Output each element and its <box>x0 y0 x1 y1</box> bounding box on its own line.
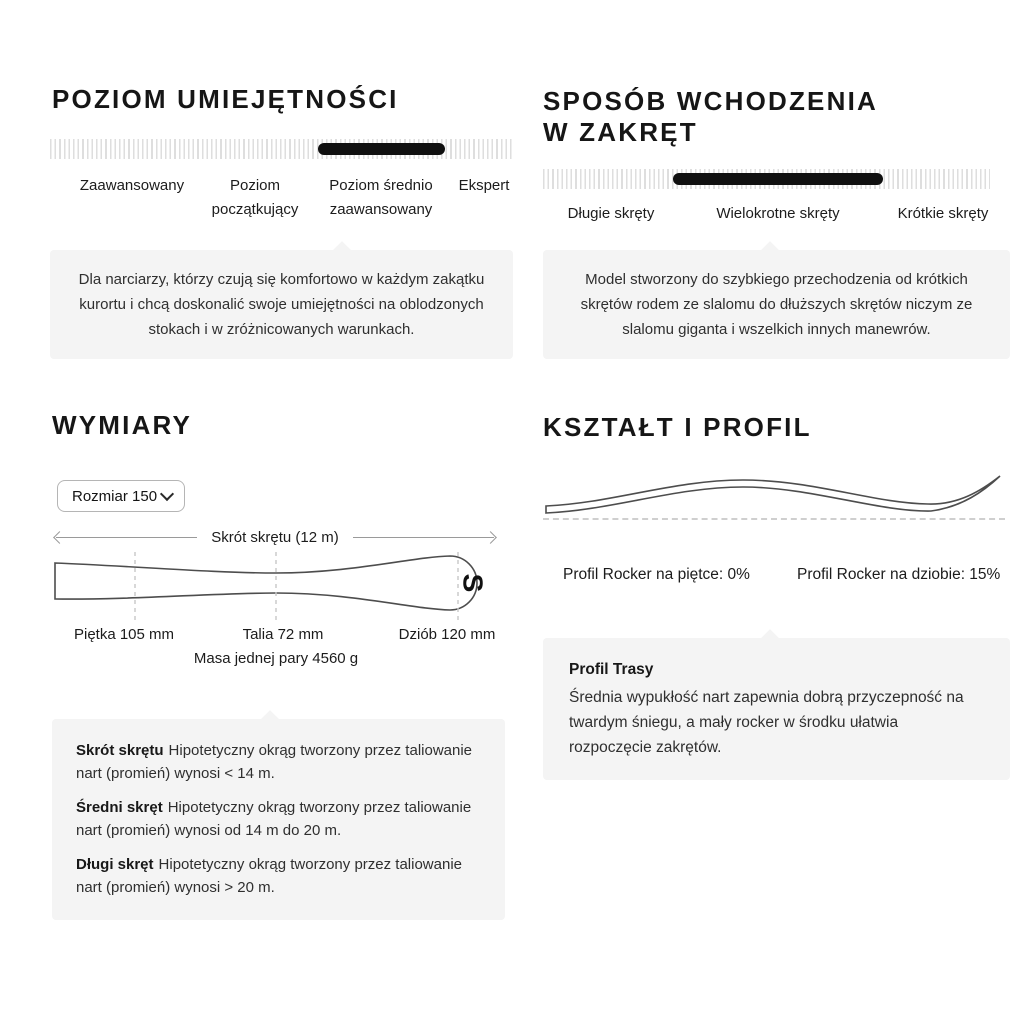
turn-entry-title <box>543 86 878 148</box>
chevron-down-icon <box>160 487 174 501</box>
svg-text:S: S <box>457 573 489 593</box>
shape-profile-title: KSZTAŁT I PROFIL <box>543 412 812 442</box>
glossary-item <box>76 796 481 842</box>
skill-level-option-zaawansowany: Zaawansowany <box>79 177 185 194</box>
skill-level-description-box <box>50 250 513 359</box>
ski-profile-outline <box>546 476 1000 513</box>
ground-baseline <box>543 518 1005 520</box>
ski-outline <box>55 556 477 610</box>
turn-entry-description-box <box>543 250 1010 359</box>
notch-up <box>760 629 780 649</box>
turn-entry-title-line1: SPOSÓB WCHODZENIA <box>543 86 878 116</box>
skill-level-slider-track <box>50 139 513 159</box>
pair-weight-label: Masa jednej pary 4560 g <box>193 650 359 667</box>
glossary-item <box>76 739 481 785</box>
skill-level-option-srednio-zaawansowany: Poziom średnio zaawansowany <box>329 177 433 218</box>
size-select-value: Rozmiar 150 <box>72 487 158 505</box>
skill-level-option-poczatkujacy: Poziom początkujący <box>211 177 299 218</box>
trail-profile-box <box>543 638 1010 780</box>
glossary-term: Długi skręt <box>76 856 154 873</box>
trail-profile-text: Średnia wypukłość nart zapewnia dobrą przyczepność na twardym śniegu, a mały rocker w środku ułatwia rozpoczęcie zakrętów. <box>569 689 964 756</box>
turn-entry-option-dlugie: Długie skręty <box>567 205 655 222</box>
turn-entry-option-wielokrotne: Wielokrotne skręty <box>716 205 840 222</box>
size-select[interactable] <box>57 480 185 512</box>
turn-entry-title-line2: W ZAKRĘT <box>543 117 698 147</box>
measure-line <box>353 537 494 538</box>
glossary-term: Średni skręt <box>76 799 163 816</box>
measure-line <box>56 537 197 538</box>
arrow-left-icon <box>53 531 66 544</box>
ski-top-view-diagram <box>52 548 498 623</box>
tip-rocker-label: Profil Rocker na dziobie: 15% <box>797 566 1001 583</box>
turn-entry-selected-segment <box>673 173 883 185</box>
turn-entry-description: Model stworzony do szybkiego przechodzenia od krótkich skrętów rodem ze slalomu do dłuższych skrętów niczym ze slalomu giganta i wszelkich innych manewrów. <box>580 271 973 338</box>
turn-glossary-box <box>52 719 505 920</box>
notch-up <box>332 241 352 261</box>
glossary-term: Skrót skrętu <box>76 742 164 759</box>
turn-radius-measure <box>55 528 495 546</box>
waist-width-label: Talia 72 mm <box>242 626 324 643</box>
glossary-item <box>76 853 481 899</box>
dimensions-title: WYMIARY <box>52 410 193 440</box>
glossary-definition: Hipotetyczny okrąg tworzony przez taliowanie nart (promień) wynosi od 14 m do 20 m. <box>76 799 472 839</box>
skill-level-option-ekspert: Ekspert <box>458 177 510 194</box>
glossary-definition: Hipotetyczny okrąg tworzony przez taliowanie nart (promień) wynosi < 14 m. <box>76 742 473 782</box>
tip-width-label: Dziób 120 mm <box>398 626 496 643</box>
notch-up <box>760 241 780 261</box>
skill-level-description: Dla narciarzy, którzy czują się komfortowo w każdym zakątku kurortu i chcą doskonalić swoje umiejętności na oblodzonych stokach i w zróżnicowanych warunkach. <box>78 271 485 338</box>
notch-up <box>260 710 280 730</box>
ski-side-profile-diagram <box>543 470 1005 520</box>
arrow-right-icon <box>484 531 497 544</box>
turn-radius-label: Skrót skrętu (12 m) <box>211 528 339 546</box>
turn-entry-option-krotkie: Krótkie skręty <box>897 205 989 222</box>
heel-width-label: Piętka 105 mm <box>73 626 175 643</box>
heel-rocker-label: Profil Rocker na piętce: 0% <box>563 566 750 583</box>
glossary-definition: Hipotetyczny okrąg tworzony przez taliowanie nart (promień) wynosi > 20 m. <box>76 856 463 896</box>
turn-entry-slider-track <box>543 169 990 189</box>
skill-level-title: POZIOM UMIEJĘTNOŚCI <box>52 84 399 114</box>
skill-level-selected-segment <box>318 143 445 155</box>
trail-profile-title: Profil Trasy <box>569 661 654 678</box>
brand-logo-icon <box>458 574 489 593</box>
